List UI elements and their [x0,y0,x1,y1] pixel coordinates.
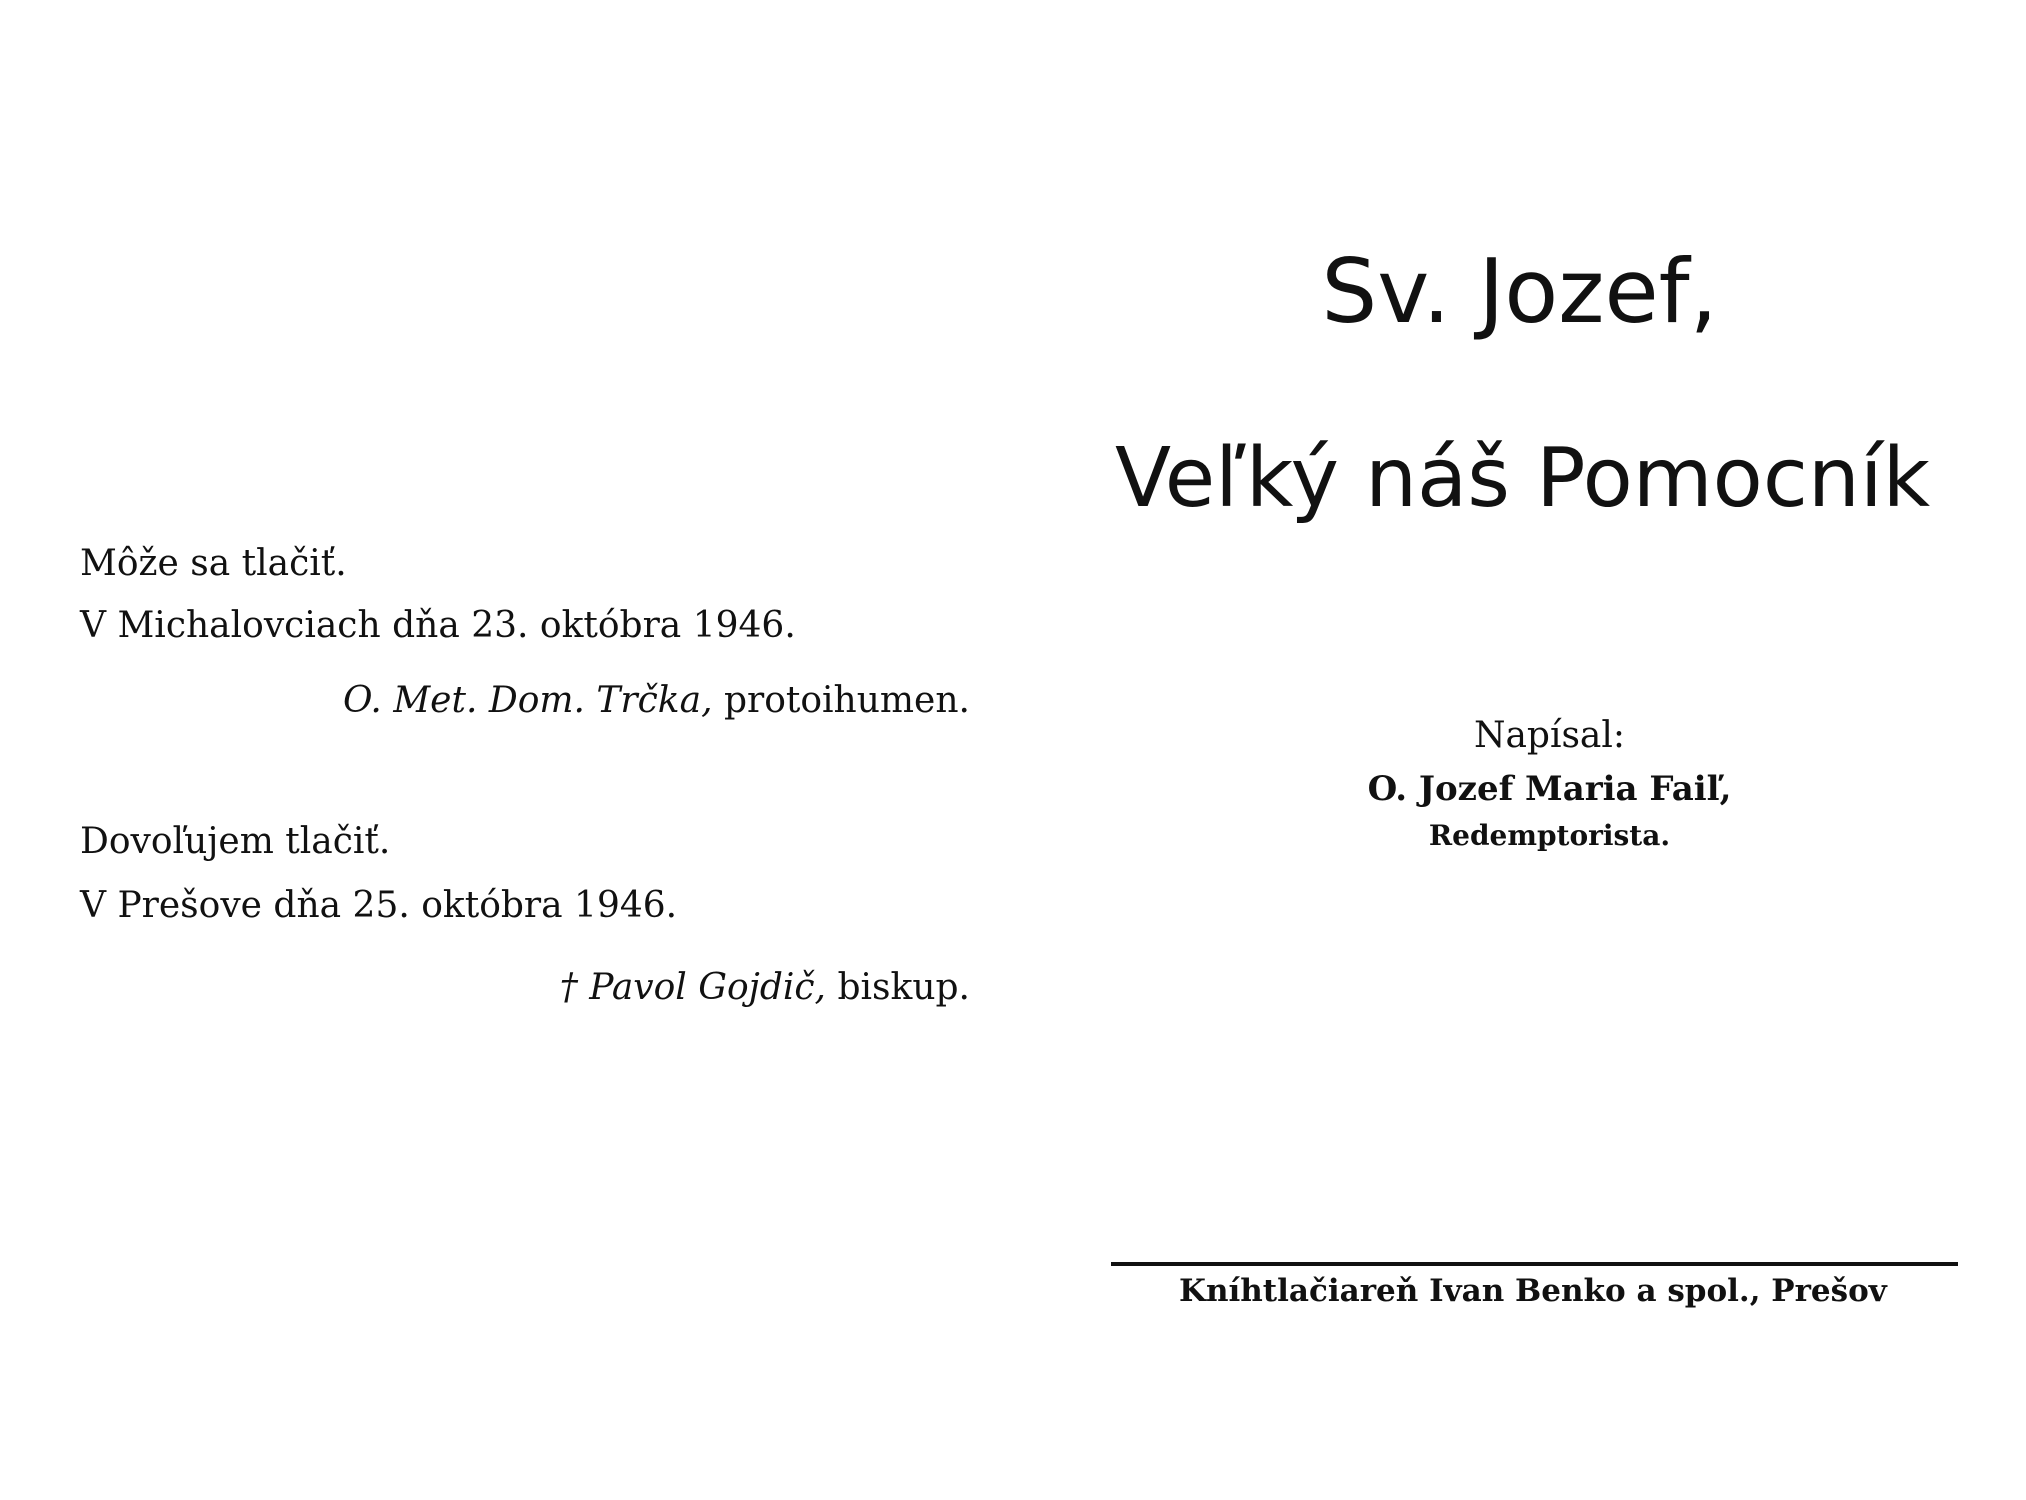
printer-divider [1111,1262,1958,1266]
right-page [1013,0,2026,1500]
approval-place-date-1: V Michalovciach dňa 23. októbra 1946. [80,605,796,646]
printer-imprint: Kníhtlačiareň Ivan Benko a spol., Prešov [1179,1273,1887,1309]
approval-statement-1: Môže sa tlačiť. [80,543,347,584]
author-order: Redemptorista. [1428,819,1671,852]
book-title-line-1: Sv. Jozef, [1321,240,1718,343]
written-by-label: Napísal: [1473,715,1626,756]
signer-name-1: O. Met. Dom. Trčka, [343,680,713,721]
book-title-line-2: Veľký náš Pomocník [1115,431,1931,526]
signer-title-2: biskup. [837,967,970,1008]
approval-signature-2 [559,967,970,1008]
approval-statement-2: Dovoľujem tlačiť. [80,821,391,862]
approval-place-date-2: V Prešove dňa 25. októbra 1946. [80,885,678,926]
author-name: O. Jozef Maria Faiľ, [1367,769,1732,809]
approval-signature-1 [343,680,970,721]
signer-title-1: protoihumen. [723,680,970,721]
signer-name-2: † Pavol Gojdič, [559,967,827,1008]
